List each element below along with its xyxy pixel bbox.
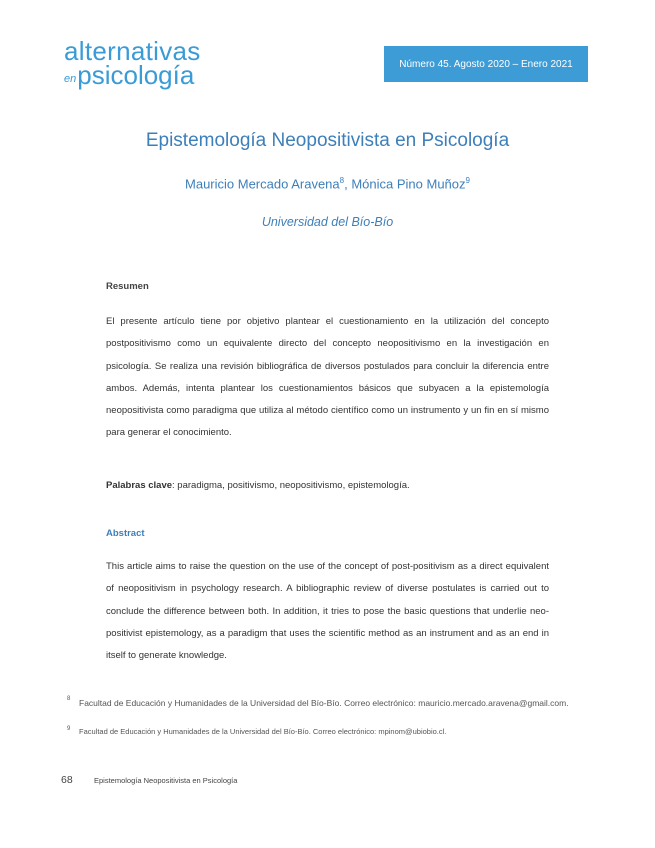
authors <box>0 176 655 191</box>
footnote: Facultad de Educación y Humanidades de la Universidad del Bío-Bío. Correo electrónico: mpinom@ubiobio.cl. <box>79 727 447 736</box>
article-title: Epistemología Neopositivista en Psicología <box>145 130 510 151</box>
resumen-heading: Resumen <box>106 281 149 292</box>
issue-badge <box>384 46 588 82</box>
author-name: Mónica Pino Muñoz <box>351 176 466 192</box>
abstract-heading: Abstract <box>106 528 145 539</box>
keywords <box>106 480 410 491</box>
page-number: 68 <box>61 774 73 786</box>
issue-text: Número 45. Agosto 2020 – Enero 2021 <box>399 58 573 70</box>
running-title: Epistemología Neopositivista en Psicología <box>94 776 238 785</box>
affiliation: Universidad del Bío-Bío <box>261 215 394 229</box>
keywords-list: : paradigma, positivismo, neopositivismo, epistemología. <box>172 480 410 491</box>
footnote-ref[interactable]: 9 <box>465 176 470 185</box>
author-separator: , <box>344 176 352 192</box>
journal-logo <box>64 36 201 92</box>
footnote-ref[interactable]: 8 <box>339 176 345 185</box>
logo-line-1: alternativas <box>64 36 201 66</box>
footnote: Facultad de Educación y Humanidades de la Universidad del Bío-Bío. Correo electrónico: mauricio.mercado.aravena@gmail.com. <box>79 698 569 708</box>
footnote-mark: 9 <box>67 726 71 732</box>
logo-en: en <box>64 73 77 85</box>
logo-word: psicología <box>77 60 195 90</box>
abstract-body: This article aims to raise the question on the use of the concept of post-positivism as a direct equivalent of neopositivism in psychology research. A bibliographic review of diverse postulates is carried out to conclude the difference between both. In addition, it tries to pose the basic questions that underlie neo-positivist epistemology, as a paradigm that uses the scientific method as an instrument and as an end in itself to generate knowledge. <box>106 561 549 662</box>
resumen-body: El presente artículo tiene por objetivo plantear el cuestionamiento en la utilización del concepto postpositivismo como un equivalente directo del concepto neopositivismo en la investigación en psicología. Se realiza una revisión bibliográfica de diversos postulados para concluir la diferencia entre ambos. Además, intenta plantear los cuestionamientos básicos que subyacen a la epistemología neopositivista como paradigma que utiliza al método científico como un instrumento y un fin en sí mismo para generar el conocimiento. <box>106 316 549 439</box>
keywords-label: Palabras clave <box>106 480 173 491</box>
footnote-mark: 8 <box>67 696 71 702</box>
logo-line-2 <box>64 62 201 92</box>
author-name: Mauricio Mercado Aravena <box>185 176 340 192</box>
